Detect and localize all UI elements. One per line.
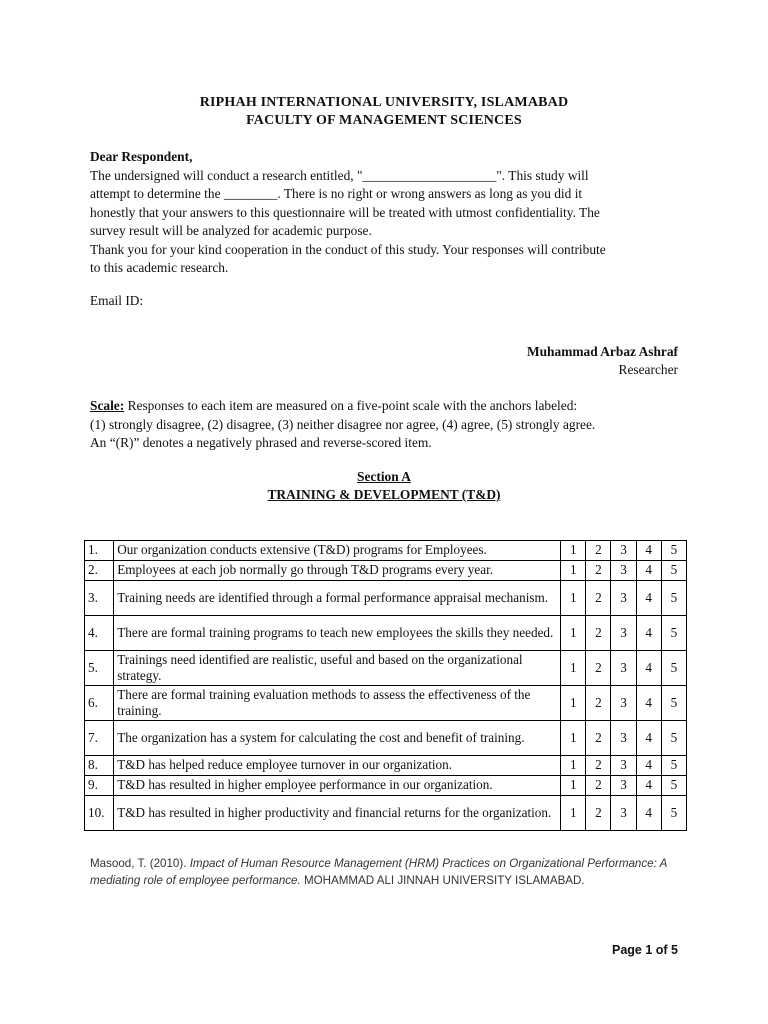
item-number: 7. <box>85 721 114 756</box>
scale-option-4[interactable]: 4 <box>636 796 661 831</box>
item-number: 4. <box>85 616 114 651</box>
table-row <box>85 541 687 561</box>
letter-body <box>90 148 690 278</box>
scale-option-1[interactable]: 1 <box>561 776 586 796</box>
scale-option-1[interactable]: 1 <box>561 721 586 756</box>
faculty-title: FACULTY OF MANAGEMENT SCIENCES <box>246 113 522 128</box>
scale-option-2[interactable]: 2 <box>586 651 611 686</box>
item-number: 1. <box>85 541 114 561</box>
scale-option-3[interactable]: 3 <box>611 541 636 561</box>
letter-line: Thank you for your kind cooperation in the conduct of this study. Your responses will contribute <box>90 241 606 257</box>
scale-option-4[interactable]: 4 <box>636 541 661 561</box>
scale-option-3[interactable]: 3 <box>611 651 636 686</box>
scale-option-3[interactable]: 3 <box>611 686 636 721</box>
scale-option-3[interactable]: 3 <box>611 721 636 756</box>
scale-option-1[interactable]: 1 <box>561 541 586 561</box>
scale-option-5[interactable]: 5 <box>661 561 686 581</box>
letter-line: The undersigned will conduct a research entitled, "____________________". This study will <box>90 167 589 183</box>
letter-line: honestly that your answers to this questionnaire will be treated with utmost confidentiality. The <box>90 204 600 220</box>
scale-option-4[interactable]: 4 <box>636 686 661 721</box>
scale-option-4[interactable]: 4 <box>636 776 661 796</box>
item-statement: There are formal training programs to teach new employees the skills they needed. <box>114 616 561 651</box>
item-statement: Training needs are identified through a formal performance appraisal mechanism. <box>114 581 561 616</box>
item-number: 8. <box>85 756 114 776</box>
scale-option-1[interactable]: 1 <box>561 616 586 651</box>
scale-option-2[interactable]: 2 <box>586 756 611 776</box>
scale-option-2[interactable]: 2 <box>586 721 611 756</box>
table-row <box>85 721 687 756</box>
scale-option-3[interactable]: 3 <box>611 776 636 796</box>
letter-line: survey result will be analyzed for academic purpose. <box>90 223 372 238</box>
scale-option-2[interactable]: 2 <box>586 561 611 581</box>
section-subtitle: TRAINING & DEVELOPMENT (T&D) <box>267 487 501 502</box>
item-number: 5. <box>85 651 114 686</box>
item-statement: Employees at each job normally go through T&D programs every year. <box>114 561 561 581</box>
reference-institution: MOHAMMAD ALI JINNAH UNIVERSITY ISLAMABAD. <box>300 873 585 887</box>
scale-option-4[interactable]: 4 <box>636 756 661 776</box>
item-statement: Our organization conducts extensive (T&D) programs for Employees. <box>114 541 561 561</box>
letter-line: to this academic research. <box>90 260 229 275</box>
scale-option-5[interactable]: 5 <box>661 756 686 776</box>
questionnaire-table <box>84 540 687 831</box>
scale-option-3[interactable]: 3 <box>611 756 636 776</box>
scale-option-5[interactable]: 5 <box>661 541 686 561</box>
scale-option-2[interactable]: 2 <box>586 776 611 796</box>
scale-line: (1) strongly disagree, (2) disagree, (3) neither disagree nor agree, (4) agree, (5) strongly agree. <box>90 416 596 432</box>
scale-option-2[interactable]: 2 <box>586 686 611 721</box>
university-title: RIPHAH INTERNATIONAL UNIVERSITY, ISLAMABAD <box>199 95 569 110</box>
table-row <box>85 616 687 651</box>
scale-option-2[interactable]: 2 <box>586 541 611 561</box>
page-number: Page 1 of 5 <box>612 943 678 957</box>
table-row <box>85 651 687 686</box>
item-statement: T&D has resulted in higher employee performance in our organization. <box>114 776 561 796</box>
table-row <box>85 686 687 721</box>
scale-option-1[interactable]: 1 <box>561 796 586 831</box>
scale-option-1[interactable]: 1 <box>561 581 586 616</box>
email-label: Email ID: <box>90 293 144 308</box>
scale-option-1[interactable]: 1 <box>561 561 586 581</box>
scale-line <box>90 397 690 416</box>
item-statement: There are formal training evaluation methods to assess the effectiveness of the training. <box>114 686 561 721</box>
scale-option-1[interactable]: 1 <box>561 651 586 686</box>
scale-option-3[interactable]: 3 <box>611 581 636 616</box>
scale-description <box>90 397 690 453</box>
scale-option-4[interactable]: 4 <box>636 721 661 756</box>
table-row <box>85 561 687 581</box>
researcher-role: Researcher <box>618 362 678 377</box>
scale-option-1[interactable]: 1 <box>561 756 586 776</box>
section-title: Section A <box>357 469 411 484</box>
scale-option-5[interactable]: 5 <box>661 581 686 616</box>
table-row <box>85 581 687 616</box>
item-statement: Trainings need identified are realistic, useful and based on the organizational strategy. <box>114 651 561 686</box>
scale-option-5[interactable]: 5 <box>661 651 686 686</box>
scale-option-5[interactable]: 5 <box>661 721 686 756</box>
scale-option-5[interactable]: 5 <box>661 616 686 651</box>
scale-option-5[interactable]: 5 <box>661 686 686 721</box>
item-number: 6. <box>85 686 114 721</box>
scale-option-3[interactable]: 3 <box>611 561 636 581</box>
reference-title: Impact of Human Resource Management (HRM) Practices on Organizational Performance: A mediating role of employee performance. <box>90 857 667 887</box>
item-number: 3. <box>85 581 114 616</box>
scale-line: An “(R)” denotes a negatively phrased and reverse-scored item. <box>90 435 432 450</box>
scale-option-2[interactable]: 2 <box>586 616 611 651</box>
scale-option-5[interactable]: 5 <box>661 796 686 831</box>
scale-option-4[interactable]: 4 <box>636 616 661 651</box>
reference-author: Masood, T. (2010). <box>90 857 190 870</box>
table-row <box>85 756 687 776</box>
scale-option-4[interactable]: 4 <box>636 581 661 616</box>
scale-text: Responses to each item are measured on a five-point scale with the anchors labeled: <box>124 398 578 413</box>
scale-option-2[interactable]: 2 <box>586 796 611 831</box>
scale-option-4[interactable]: 4 <box>636 651 661 686</box>
item-statement: T&D has resulted in higher productivity and financial returns for the organization. <box>114 796 561 831</box>
table-row <box>85 796 687 831</box>
item-number: 10. <box>85 796 114 831</box>
table-row <box>85 776 687 796</box>
item-number: 2. <box>85 561 114 581</box>
letter-line: attempt to determine the ________. There is no right or wrong answers as long as you did it <box>90 186 583 201</box>
scale-option-3[interactable]: 3 <box>611 616 636 651</box>
scale-option-5[interactable]: 5 <box>661 776 686 796</box>
scale-label: Scale: <box>90 398 125 413</box>
scale-option-3[interactable]: 3 <box>611 796 636 831</box>
scale-option-1[interactable]: 1 <box>561 686 586 721</box>
scale-option-4[interactable]: 4 <box>636 561 661 581</box>
salutation: Dear Respondent, <box>90 149 193 164</box>
item-statement: The organization has a system for calculating the cost and benefit of training. <box>114 721 561 756</box>
researcher-name: Muhammad Arbaz Ashraf <box>526 344 678 359</box>
item-statement: T&D has helped reduce employee turnover in our organization. <box>114 756 561 776</box>
item-number: 9. <box>85 776 114 796</box>
reference-citation <box>90 856 690 889</box>
scale-option-2[interactable]: 2 <box>586 581 611 616</box>
